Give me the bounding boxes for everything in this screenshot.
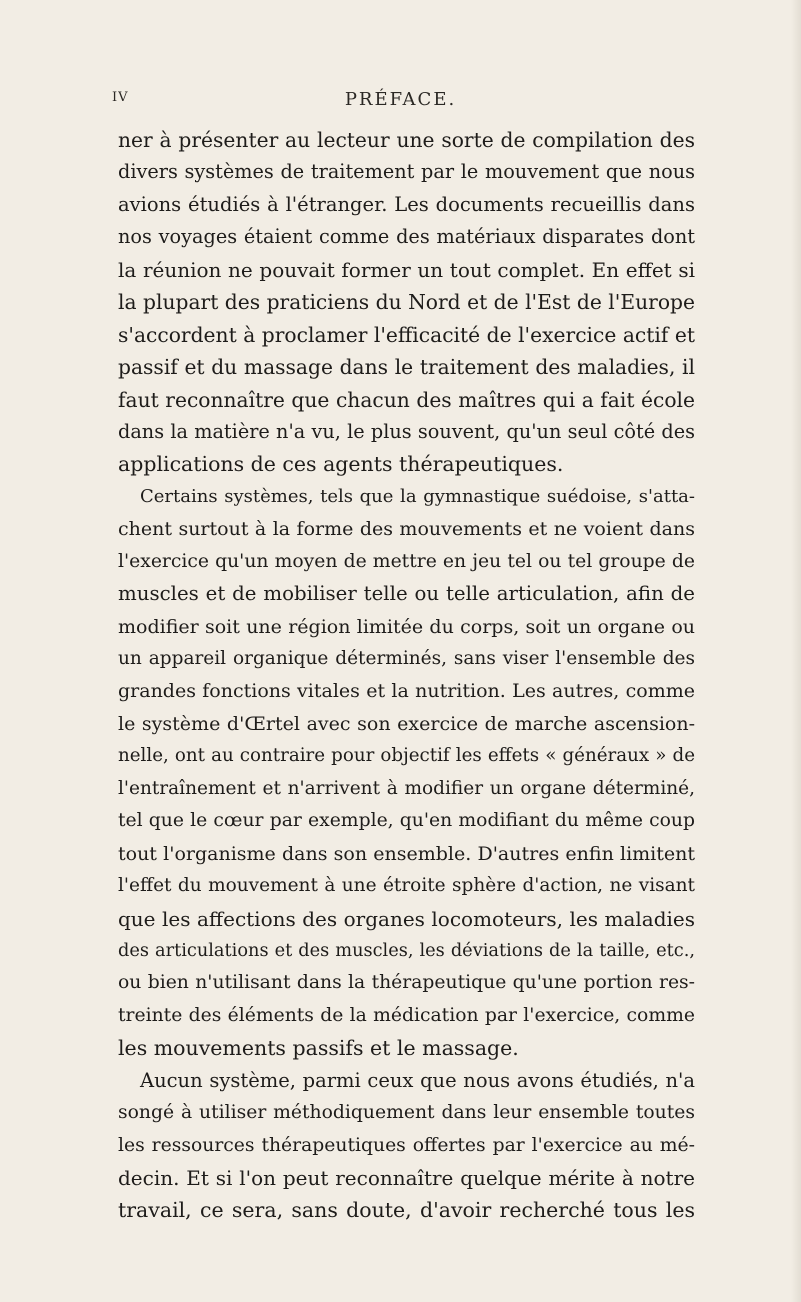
text-line: l'exercice qu'un moyen de mettre en jeu tel ou tel groupe de [118, 550, 695, 572]
running-title: PRÉFACE. [344, 89, 457, 110]
text-line: divers systèmes de traitement par le mouvement que nous [118, 160, 695, 184]
paragraph-start-line: Certains systèmes, tels que la gymnastique suédoise, s'atta- [140, 485, 695, 507]
text-line: faut reconnaître que chacun des maîtres qui a fait école [118, 387, 695, 412]
text-line: songé à utiliser méthodiquement dans leur ensemble toutes [118, 1102, 695, 1124]
text-line: treinte des éléments de la médication par l'exercice, comme [118, 1004, 695, 1026]
text-line: l'effet du mouvement à une étroite sphère d'action, ne visant [118, 875, 695, 897]
text-line: grandes fonctions vitales et la nutrition. Les autres, comme [118, 680, 695, 703]
text-line: la réunion ne pouvait former un tout complet. En effet si [118, 257, 695, 282]
text-line: passif et du massage dans le traitement des maladies, il [118, 355, 695, 380]
text-line: un appareil organique déterminés, sans viser l'ensemble des [118, 648, 695, 669]
text-line: tel que le cœur par exemple, qu'en modifiant du même coup [118, 810, 695, 832]
text-line: la plupart des praticiens du Nord et de l'Est de l'Europe [118, 290, 695, 315]
text-line: les mouvements passifs et le massage. [118, 1036, 519, 1061]
text-line: les ressources thérapeutiques offertes par l'exercice au mé- [118, 1134, 695, 1156]
text-line: modifier soit une région limitée du corps, soit un organe ou [118, 615, 695, 638]
text-line: travail, ce sera, sans doute, d'avoir recherché tous les [118, 1198, 695, 1223]
text-line: dans la matière n'a vu, le plus souvent, qu'un seul côté des [118, 419, 695, 443]
body-text [118, 124, 695, 1227]
text-line: nelle, ont au contraire pour objectif les effets « généraux » de [118, 745, 695, 767]
text-line: nos voyages étaient comme des matériaux disparates dont [118, 225, 695, 249]
page-number: IV [112, 90, 129, 105]
text-line: ner à présenter au lecteur une sorte de compilation des [118, 128, 695, 152]
text-line: applications de ces agents thérapeutiques. [118, 452, 564, 477]
paragraph-start-line: Aucun système, parmi ceux que nous avons étudiés, n'a [140, 1068, 695, 1092]
text-line: muscles et de mobiliser telle ou telle articulation, afin de [118, 582, 695, 606]
text-line: l'entraînement et n'arrivent à modifier un organe déterminé, [118, 777, 695, 799]
text-line: que les affections des organes locomoteurs, les maladies [118, 906, 695, 931]
text-line: chent surtout à la forme des mouvements et ne voient dans [118, 518, 695, 541]
text-line: des articulations et des muscles, les déviations de la taille, etc., [118, 940, 695, 961]
text-line: s'accordent à proclamer l'efficacité de l'exercice actif et [118, 322, 695, 347]
page-edge-shadow [791, 0, 801, 1302]
text-line: tout l'organisme dans son ensemble. D'autres enfin limitent [118, 842, 695, 865]
text-line: avions étudiés à l'étranger. Les documents recueillis dans [118, 192, 695, 216]
text-line: ou bien n'utilisant dans la thérapeutique qu'une portion res- [118, 972, 695, 994]
text-line: le système d'Œrtel avec son exercice de marche ascension- [118, 712, 695, 735]
text-line: decin. Et si l'on peut reconnaître quelque mérite à notre [118, 1166, 695, 1190]
